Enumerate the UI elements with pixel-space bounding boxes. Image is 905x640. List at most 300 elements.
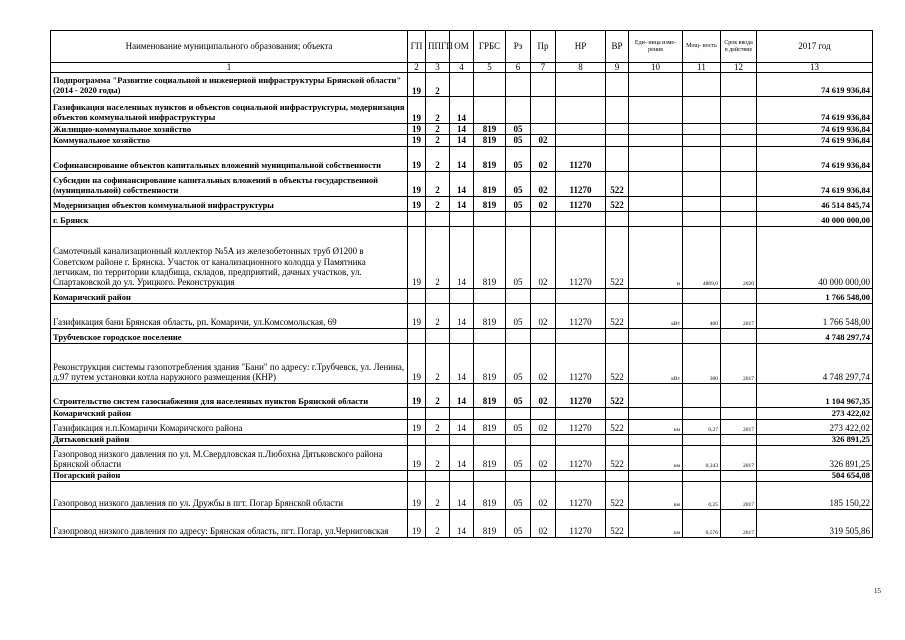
- cell-term: [721, 135, 757, 146]
- cell-grbs: 819: [474, 196, 506, 211]
- cell-om: [450, 434, 474, 445]
- cell-term: [721, 196, 757, 211]
- header-om: ОМ: [450, 31, 474, 63]
- cell-rz: [506, 328, 531, 343]
- cell-rz: 05: [506, 419, 531, 434]
- cell-gp: [408, 470, 426, 481]
- column-number: 4: [450, 63, 474, 73]
- cell-grbs: 819: [474, 226, 506, 288]
- cell-grbs: 819: [474, 135, 506, 146]
- cell-om: 14: [450, 509, 474, 537]
- cell-om: 14: [450, 171, 474, 196]
- cell-unit: [629, 383, 683, 407]
- cell-om: 14: [450, 97, 474, 124]
- cell-ppgp: 2: [426, 419, 450, 434]
- cell-pr: 02: [531, 146, 556, 171]
- cell-name: Софинансирование объектов капитальных вложений муниципальной собственности: [51, 146, 408, 171]
- cell-ppgp: 2: [426, 171, 450, 196]
- cell-vr: 522: [606, 509, 629, 537]
- cell-nr: [556, 73, 606, 97]
- table-row: [51, 226, 873, 288]
- cell-pr: [531, 211, 556, 226]
- cell-nr: [556, 211, 606, 226]
- cell-grbs: 819: [474, 419, 506, 434]
- cell-rz: 05: [506, 226, 531, 288]
- table-row: [51, 383, 873, 407]
- cell-vr: 522: [606, 343, 629, 383]
- cell-gp: 19: [408, 73, 426, 97]
- cell-rz: [506, 73, 531, 97]
- cell-sum: 40 000 000,00: [757, 226, 873, 288]
- cell-ppgp: 2: [426, 303, 450, 328]
- cell-vr: [606, 407, 629, 419]
- cell-name: г. Брянск: [51, 211, 408, 226]
- cell-name: Модернизация объектов коммунальной инфраструктуры: [51, 196, 408, 211]
- cell-ppgp: 2: [426, 135, 450, 146]
- table-row: [51, 73, 873, 97]
- cell-nr: 11270: [556, 196, 606, 211]
- cell-sum: 74 619 936,84: [757, 171, 873, 196]
- cell-pr: 02: [531, 226, 556, 288]
- cell-vr: [606, 470, 629, 481]
- cell-pr: 02: [531, 135, 556, 146]
- cell-grbs: [474, 470, 506, 481]
- cell-om: [450, 328, 474, 343]
- cell-term: 2017: [721, 419, 757, 434]
- cell-name: Газификация н.п.Комаричи Комаричского района: [51, 419, 408, 434]
- cell-grbs: 819: [474, 343, 506, 383]
- cell-gp: 19: [408, 97, 426, 124]
- cell-grbs: 819: [474, 383, 506, 407]
- cell-gp: 19: [408, 383, 426, 407]
- cell-gp: [408, 288, 426, 303]
- cell-gp: 19: [408, 481, 426, 509]
- cell-pr: [531, 124, 556, 135]
- cell-rz: [506, 407, 531, 419]
- cell-sum: 326 891,25: [757, 445, 873, 470]
- column-number: 1: [51, 63, 408, 73]
- cell-term: 2017: [721, 445, 757, 470]
- cell-vr: 522: [606, 419, 629, 434]
- cell-nr: 11270: [556, 146, 606, 171]
- cell-vr: 522: [606, 171, 629, 196]
- cell-vr: 522: [606, 445, 629, 470]
- cell-unit: [629, 97, 683, 124]
- cell-gp: 19: [408, 419, 426, 434]
- cell-sum: 1 766 548,00: [757, 303, 873, 328]
- cell-pr: 02: [531, 383, 556, 407]
- cell-capacity: 0,25: [683, 481, 721, 509]
- cell-vr: 522: [606, 303, 629, 328]
- cell-rz: 05: [506, 445, 531, 470]
- cell-capacity: 0,27: [683, 419, 721, 434]
- cell-unit: км: [629, 509, 683, 537]
- cell-pr: 02: [531, 303, 556, 328]
- table-header: [51, 31, 873, 73]
- cell-om: 14: [450, 419, 474, 434]
- cell-capacity: [683, 434, 721, 445]
- cell-vr: [606, 211, 629, 226]
- cell-nr: [556, 434, 606, 445]
- cell-name: Комаричский район: [51, 407, 408, 419]
- cell-vr: [606, 135, 629, 146]
- table-row: [51, 407, 873, 419]
- cell-rz: 05: [506, 303, 531, 328]
- cell-grbs: 819: [474, 146, 506, 171]
- header-year: 2017 год: [757, 31, 873, 63]
- cell-unit: [629, 434, 683, 445]
- cell-om: [450, 407, 474, 419]
- cell-gp: 19: [408, 135, 426, 146]
- cell-nr: [556, 328, 606, 343]
- column-number: 3: [426, 63, 450, 73]
- cell-pr: 02: [531, 509, 556, 537]
- cell-unit: [629, 73, 683, 97]
- header-ppgp: ППГП: [426, 31, 450, 63]
- cell-gp: [408, 328, 426, 343]
- cell-capacity: 300: [683, 343, 721, 383]
- cell-rz: 05: [506, 124, 531, 135]
- cell-nr: 11270: [556, 343, 606, 383]
- cell-vr: [606, 434, 629, 445]
- cell-rz: 05: [506, 383, 531, 407]
- cell-gp: 19: [408, 445, 426, 470]
- table-row: [51, 328, 873, 343]
- table-row: [51, 196, 873, 211]
- cell-pr: 02: [531, 343, 556, 383]
- cell-ppgp: 2: [426, 509, 450, 537]
- cell-grbs: [474, 407, 506, 419]
- cell-sum: 40 000 000,00: [757, 211, 873, 226]
- cell-gp: 19: [408, 343, 426, 383]
- cell-grbs: [474, 97, 506, 124]
- cell-sum: 74 619 936,84: [757, 124, 873, 135]
- cell-unit: [629, 135, 683, 146]
- cell-capacity: [683, 211, 721, 226]
- cell-term: 2017: [721, 343, 757, 383]
- cell-sum: 273 422,02: [757, 419, 873, 434]
- cell-sum: 1 104 967,35: [757, 383, 873, 407]
- cell-pr: [531, 288, 556, 303]
- cell-capacity: 400: [683, 303, 721, 328]
- cell-om: 14: [450, 383, 474, 407]
- cell-sum: 74 619 936,84: [757, 135, 873, 146]
- cell-grbs: [474, 288, 506, 303]
- table-row: [51, 470, 873, 481]
- cell-vr: [606, 73, 629, 97]
- cell-capacity: 0,343: [683, 445, 721, 470]
- cell-sum: 326 891,25: [757, 434, 873, 445]
- cell-nr: 11270: [556, 226, 606, 288]
- cell-om: 14: [450, 146, 474, 171]
- cell-rz: 05: [506, 509, 531, 537]
- cell-rz: [506, 470, 531, 481]
- cell-term: [721, 146, 757, 171]
- cell-gp: [408, 407, 426, 419]
- cell-sum: 319 505,86: [757, 509, 873, 537]
- cell-nr: 11270: [556, 171, 606, 196]
- cell-grbs: 819: [474, 481, 506, 509]
- cell-term: [721, 73, 757, 97]
- cell-sum: 1 766 548,00: [757, 288, 873, 303]
- cell-capacity: [683, 383, 721, 407]
- cell-om: 14: [450, 135, 474, 146]
- header-pr: Пр: [531, 31, 556, 63]
- cell-name: Газификация бани Брянская область, рп. Комаричи, ул.Комсомольская, 69: [51, 303, 408, 328]
- cell-term: [721, 124, 757, 135]
- cell-term: [721, 288, 757, 303]
- cell-om: 14: [450, 343, 474, 383]
- cell-ppgp: 2: [426, 73, 450, 97]
- cell-unit: [629, 196, 683, 211]
- cell-pr: [531, 470, 556, 481]
- cell-vr: 522: [606, 383, 629, 407]
- cell-grbs: 819: [474, 171, 506, 196]
- cell-nr: [556, 124, 606, 135]
- cell-pr: 02: [531, 419, 556, 434]
- cell-name: Субсидии на софинансирование капитальных вложений в объекты государственной (муниципальной) собственности: [51, 171, 408, 196]
- cell-sum: 4 748 297,74: [757, 343, 873, 383]
- header-term: Срок ввода в действие: [721, 31, 757, 63]
- budget-table: [50, 30, 873, 538]
- table-row: [51, 124, 873, 135]
- cell-grbs: 819: [474, 445, 506, 470]
- cell-name: Газопровод низкого давления по ул. Дружбы в пгт. Погар Брянской области: [51, 481, 408, 509]
- cell-term: 2017: [721, 303, 757, 328]
- column-number: 5: [474, 63, 506, 73]
- cell-pr: [531, 328, 556, 343]
- cell-name: Газопровод низкого давления по ул. М.Свердловская п.Любохна Дятьковского района Брянской области: [51, 445, 408, 470]
- cell-name: Дятьковский район: [51, 434, 408, 445]
- cell-vr: [606, 146, 629, 171]
- cell-capacity: 0,576: [683, 509, 721, 537]
- cell-capacity: [683, 288, 721, 303]
- cell-grbs: [474, 211, 506, 226]
- cell-capacity: [683, 124, 721, 135]
- cell-name: Жилищно-коммунальное хозяйство: [51, 124, 408, 135]
- header-rz: Рз: [506, 31, 531, 63]
- cell-capacity: [683, 171, 721, 196]
- cell-nr: 11270: [556, 419, 606, 434]
- cell-nr: 11270: [556, 383, 606, 407]
- cell-om: 14: [450, 481, 474, 509]
- cell-sum: 273 422,02: [757, 407, 873, 419]
- cell-om: 14: [450, 124, 474, 135]
- cell-term: [721, 171, 757, 196]
- cell-grbs: 819: [474, 124, 506, 135]
- cell-nr: 11270: [556, 481, 606, 509]
- cell-ppgp: 2: [426, 97, 450, 124]
- cell-rz: 05: [506, 171, 531, 196]
- cell-nr: 11270: [556, 509, 606, 537]
- cell-pr: 02: [531, 171, 556, 196]
- cell-ppgp: [426, 434, 450, 445]
- cell-unit: кВт: [629, 303, 683, 328]
- cell-ppgp: [426, 211, 450, 226]
- cell-vr: [606, 97, 629, 124]
- cell-term: [721, 97, 757, 124]
- cell-pr: 02: [531, 445, 556, 470]
- cell-rz: [506, 211, 531, 226]
- cell-om: 14: [450, 226, 474, 288]
- cell-ppgp: 2: [426, 343, 450, 383]
- cell-capacity: [683, 97, 721, 124]
- cell-ppgp: 2: [426, 196, 450, 211]
- cell-capacity: [683, 135, 721, 146]
- cell-sum: 74 619 936,84: [757, 73, 873, 97]
- table-row: [51, 419, 873, 434]
- cell-nr: 11270: [556, 445, 606, 470]
- cell-unit: км: [629, 445, 683, 470]
- table-row: [51, 288, 873, 303]
- cell-name: Погарский район: [51, 470, 408, 481]
- cell-name: Газификация населенных пунктов и объектов социальной инфраструктуры, модернизация объектов коммунальной инфраструктуры: [51, 97, 408, 124]
- cell-capacity: [683, 146, 721, 171]
- cell-vr: 522: [606, 196, 629, 211]
- cell-name: Газопровод низкого давления по адресу: Брянская область, пгт. Погар, ул.Черниговская: [51, 509, 408, 537]
- header-grbs: ГРБС: [474, 31, 506, 63]
- cell-pr: 02: [531, 196, 556, 211]
- cell-sum: 74 619 936,84: [757, 97, 873, 124]
- table-row: [51, 343, 873, 383]
- cell-ppgp: [426, 288, 450, 303]
- cell-ppgp: [426, 470, 450, 481]
- table-row: [51, 97, 873, 124]
- cell-ppgp: 2: [426, 146, 450, 171]
- cell-rz: 05: [506, 146, 531, 171]
- cell-ppgp: 2: [426, 124, 450, 135]
- column-number: 7: [531, 63, 556, 73]
- cell-pr: 02: [531, 481, 556, 509]
- cell-pr: [531, 73, 556, 97]
- cell-term: [721, 211, 757, 226]
- cell-term: [721, 434, 757, 445]
- cell-sum: 504 654,08: [757, 470, 873, 481]
- table-row: [51, 481, 873, 509]
- cell-capacity: [683, 407, 721, 419]
- cell-capacity: [683, 73, 721, 97]
- cell-gp: 19: [408, 146, 426, 171]
- cell-unit: м: [629, 226, 683, 288]
- table-row: [51, 303, 873, 328]
- cell-vr: 522: [606, 226, 629, 288]
- header-vr: ВР: [606, 31, 629, 63]
- column-numbers-row: [51, 63, 873, 73]
- cell-rz: 05: [506, 481, 531, 509]
- cell-vr: [606, 124, 629, 135]
- column-number: 13: [757, 63, 873, 73]
- cell-gp: [408, 434, 426, 445]
- table-row: [51, 146, 873, 171]
- cell-vr: [606, 288, 629, 303]
- cell-capacity: [683, 470, 721, 481]
- cell-nr: [556, 135, 606, 146]
- cell-unit: [629, 288, 683, 303]
- table-row: [51, 135, 873, 146]
- table-row: [51, 445, 873, 470]
- cell-unit: [629, 407, 683, 419]
- cell-om: 14: [450, 196, 474, 211]
- cell-grbs: [474, 73, 506, 97]
- cell-nr: [556, 97, 606, 124]
- cell-pr: [531, 97, 556, 124]
- cell-name: Коммунальное хозяйство: [51, 135, 408, 146]
- cell-gp: 19: [408, 196, 426, 211]
- cell-unit: [629, 328, 683, 343]
- cell-unit: км: [629, 481, 683, 509]
- cell-om: [450, 288, 474, 303]
- cell-vr: 522: [606, 481, 629, 509]
- cell-name: Самотечный канализационный коллектор №5А из железобетонных труб Ø1200 в Советском районе г. Брянска. Участок от канализационного колодца у Памятника летчикам, по территории кладбища, складов, предприятий, дачных участков, ул. Спартаковской до ул. Урицкого. Реконструкция: [51, 226, 408, 288]
- cell-ppgp: 2: [426, 481, 450, 509]
- cell-unit: [629, 171, 683, 196]
- column-number: 9: [606, 63, 629, 73]
- cell-ppgp: [426, 328, 450, 343]
- page-number: 15: [874, 587, 881, 595]
- cell-name: Строительство систем газоснабжения для населенных пунктов Брянской области: [51, 383, 408, 407]
- cell-gp: 19: [408, 303, 426, 328]
- cell-term: 2017: [721, 509, 757, 537]
- column-number: 10: [629, 63, 683, 73]
- cell-rz: 05: [506, 343, 531, 383]
- cell-capacity: [683, 196, 721, 211]
- header-gp: ГП: [408, 31, 426, 63]
- cell-sum: 185 150,22: [757, 481, 873, 509]
- cell-ppgp: 2: [426, 445, 450, 470]
- header-unit: Еди- ница изме- рения: [629, 31, 683, 63]
- cell-capacity: 4869,0: [683, 226, 721, 288]
- cell-nr: [556, 407, 606, 419]
- cell-gp: 19: [408, 226, 426, 288]
- cell-unit: кВт: [629, 343, 683, 383]
- cell-unit: [629, 124, 683, 135]
- column-number: 2: [408, 63, 426, 73]
- cell-term: [721, 328, 757, 343]
- cell-rz: 05: [506, 196, 531, 211]
- column-number: 12: [721, 63, 757, 73]
- cell-gp: 19: [408, 171, 426, 196]
- cell-om: 14: [450, 303, 474, 328]
- cell-gp: [408, 211, 426, 226]
- cell-term: [721, 383, 757, 407]
- cell-sum: 74 619 936,84: [757, 146, 873, 171]
- cell-rz: [506, 434, 531, 445]
- cell-gp: 19: [408, 509, 426, 537]
- table-row: [51, 171, 873, 196]
- cell-rz: [506, 97, 531, 124]
- cell-unit: [629, 211, 683, 226]
- cell-ppgp: [426, 407, 450, 419]
- cell-name: Подпрограмма "Развитие социальной и инженерной инфраструктуры Брянской области" (2014 - 2020 годы): [51, 73, 408, 97]
- cell-grbs: [474, 328, 506, 343]
- column-number: 6: [506, 63, 531, 73]
- cell-name: Реконструкция системы газопотребления здания "Бани" по адресу: г.Трубчевск, ул. Ленина, д.97 путем установки котла наружного размещения (КНР): [51, 343, 408, 383]
- cell-term: 2017: [721, 481, 757, 509]
- cell-om: 14: [450, 445, 474, 470]
- cell-ppgp: 2: [426, 383, 450, 407]
- cell-gp: 19: [408, 124, 426, 135]
- cell-om: [450, 470, 474, 481]
- cell-ppgp: 2: [426, 226, 450, 288]
- cell-om: [450, 211, 474, 226]
- header-name: Наименование муниципального образования; объекта: [51, 31, 408, 63]
- table-row: [51, 211, 873, 226]
- cell-rz: [506, 288, 531, 303]
- cell-nr: 11270: [556, 303, 606, 328]
- cell-pr: [531, 407, 556, 419]
- column-number: 8: [556, 63, 606, 73]
- table-row: [51, 509, 873, 537]
